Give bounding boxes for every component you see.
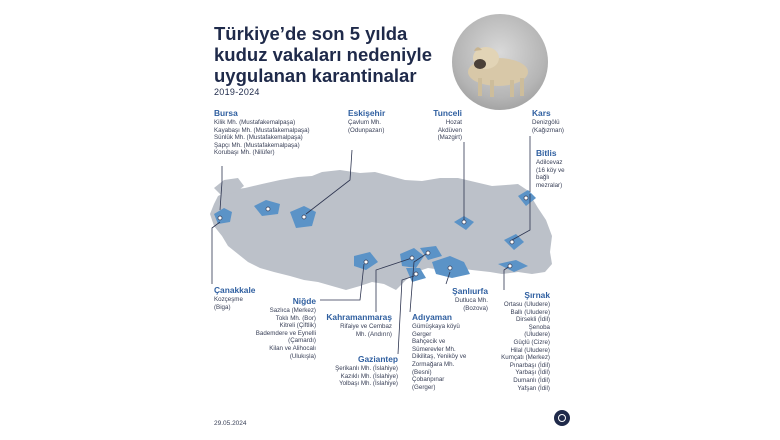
label-nigde [246, 296, 316, 360]
adiyaman-line: Gümüşkaya köyü [412, 323, 460, 330]
sirnak-line: Yafşan (İdil) [517, 384, 550, 392]
city-name-nigde: Niğde [292, 296, 316, 306]
city-name-eskisehir: Eskişehir [348, 108, 386, 118]
kahramanmaras-line: Rifaiye ve Cembaz [340, 323, 392, 330]
sirnak-line: Ortasu (Uludere) [503, 301, 550, 308]
bursa-line: Kilik Mh. (Mustafakemalpaşa) [214, 119, 296, 126]
sirnak-line: Dirsekli (İdil) [515, 316, 550, 324]
sirnak-line: Ballı (Uludere) [510, 308, 550, 316]
city-name-kahramanmaras: Kahramanmaraş [326, 312, 392, 322]
label-tunceli [420, 108, 462, 142]
gaziantep-line: Yolbaşı Mh. (İslahiye) [339, 380, 398, 388]
label-kahramanmaras [316, 312, 392, 338]
tunceli-line: (Mazgirt) [437, 134, 462, 142]
sirnak-line: Güçlü (Cizre) [513, 338, 550, 346]
bitlis-line: mezralar) [536, 181, 563, 189]
bitlis-line: (16 köy ve [536, 166, 565, 174]
city-name-tunceli: Tunceli [433, 108, 462, 118]
city-name-bursa: Bursa [214, 108, 238, 118]
label-gaziantep [324, 354, 398, 388]
canakkale-line: Kozçeşme [214, 296, 243, 303]
city-name-sanliurfa: Şanlıurfa [452, 286, 488, 296]
infographic-card [200, 0, 580, 440]
bursa-line: Kayabaşı Mh. (Mustafakemalpaşa) [214, 126, 310, 134]
label-eskisehir [348, 108, 385, 134]
adiyaman-line: (Gerger) [412, 383, 436, 391]
gaziantep-line: Şerikanlı Mh. (İslahiye) [335, 365, 398, 372]
tunceli-line: Hozat [445, 119, 462, 126]
sanliurfa-line: (Bozova) [463, 304, 488, 312]
adiyaman-line: Bahçecik ve [412, 338, 446, 346]
turkey-land [210, 170, 552, 290]
title-line-3: uygulanan karantinalar [214, 65, 417, 86]
bursa-line: Şapçı Mh. (Mustafakemalpaşa) [214, 141, 300, 149]
label-sirnak [490, 290, 550, 392]
adiyaman-line: Zormağara Mh. [412, 360, 455, 368]
nigde-line: Kilan ve Alihocalı [269, 344, 316, 352]
tunceli-line: Akdüven [437, 126, 462, 134]
label-bitlis [536, 148, 565, 189]
kahramanmaras-line: Mh. (Andırın) [355, 330, 392, 338]
gaziantep-line: Kazıklı Mh. (İslahiye) [340, 372, 398, 380]
bitlis-line: Adilcevaz [536, 159, 563, 166]
title-line-2: kuduz vakaları nedeniyle [214, 44, 432, 65]
sirnak-line: Pınarbaşı (İdil) [509, 361, 550, 369]
eskisehir-line: Çavlum Mh. [348, 119, 382, 126]
label-sanliurfa [438, 286, 488, 312]
adiyaman-line: Sümerevler Mh. [412, 345, 456, 353]
aa-logo-icon [554, 410, 570, 426]
bursa-line: Sünlük Mh. (Mustafakemalpaşa) [214, 134, 303, 142]
publish-date: 29.05.2024 [214, 420, 247, 427]
eskisehir-line: (Odunpazarı) [348, 126, 385, 134]
bitlis-line: bağlı [536, 174, 550, 182]
sirnak-line: Kumçatı (Merkez) [501, 354, 550, 362]
nigde-line: Toklı Mh. (Bor) [275, 314, 316, 322]
sirnak-line: Hilal (Uludere) [510, 346, 550, 354]
sanliurfa-line: Dutluca Mh. [454, 297, 488, 304]
date-range-subtitle: 2019-2024 [214, 87, 260, 97]
sirnak-line: Yarbaşı (İdil) [515, 369, 550, 377]
kars-line: Denizgölü [532, 119, 560, 126]
adiyaman-line: Dikilitaş, Yeniköy ve [412, 353, 467, 361]
canakkale-line: (Biga) [214, 303, 231, 311]
label-kars [532, 108, 564, 134]
nigde-line: (Ulukışla) [289, 352, 316, 360]
bursa-line: Korubaşı Mh. (Nilüfer) [214, 149, 275, 157]
kars-line: (Kağızman) [532, 126, 564, 134]
city-name-kars: Kars [532, 108, 551, 118]
adiyaman-line: (Besni) [412, 368, 432, 376]
city-name-adiyaman: Adıyaman [412, 312, 453, 322]
city-name-sirnak: Şırnak [524, 290, 550, 300]
label-adiyaman [412, 312, 466, 391]
adiyaman-line: Çobanpınar [412, 376, 445, 384]
adiyaman-line: Gerger [412, 330, 432, 338]
sirnak-line: Şenoba [528, 323, 550, 331]
label-bursa [214, 108, 310, 157]
nigde-line: Bademdere ve Eynelli [255, 329, 316, 337]
title-line-1: Türkiye’de son 5 yılda [214, 23, 408, 44]
sirnak-line: (Uludere) [524, 331, 550, 339]
city-name-canakkale: Çanakkale [214, 285, 256, 295]
city-name-bitlis: Bitlis [536, 148, 557, 158]
nigde-line: Kitreli (Çiftlik) [279, 322, 316, 330]
nigde-line: (Çamardı) [288, 337, 316, 345]
city-name-gaziantep: Gaziantep [357, 354, 398, 364]
nigde-line: Sazlıca (Merkez) [269, 307, 316, 314]
sirnak-line: Dumanlı (İdil) [513, 376, 550, 384]
